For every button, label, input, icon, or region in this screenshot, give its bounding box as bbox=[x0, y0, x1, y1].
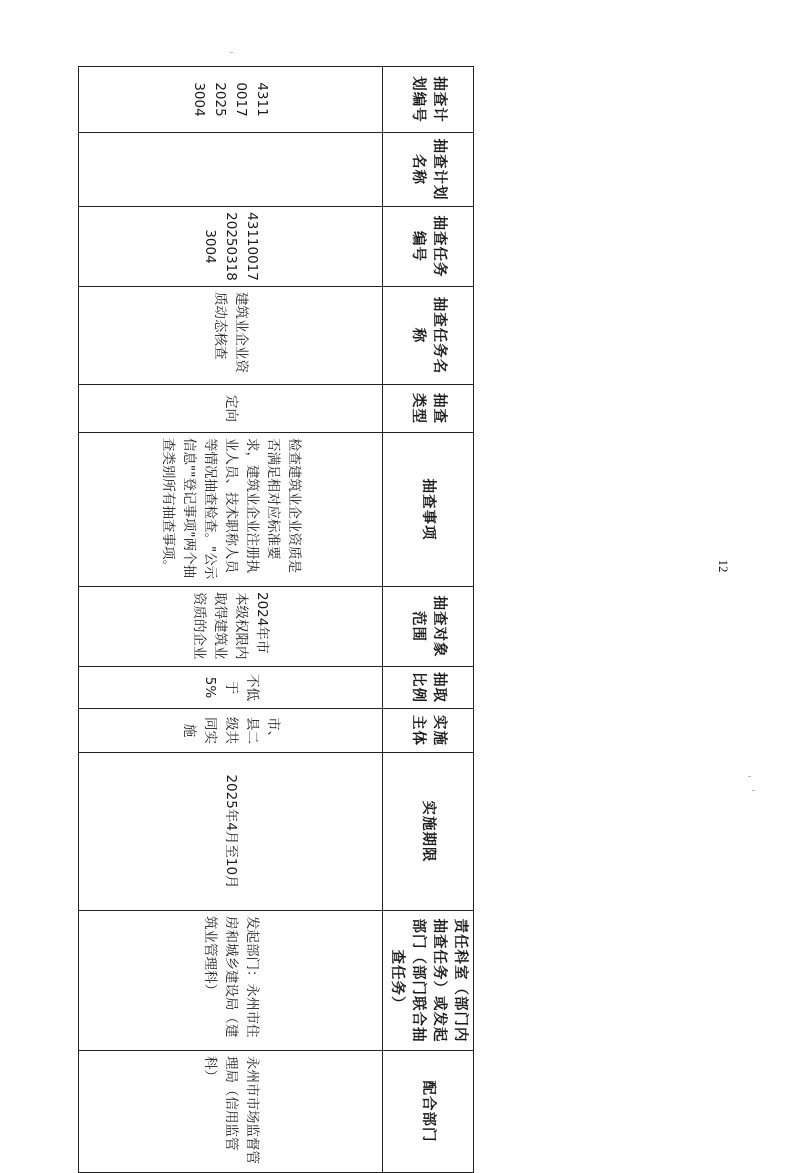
scan-speck bbox=[748, 776, 751, 777]
page-number: 12 bbox=[716, 559, 731, 573]
header-coop: 配合部门 bbox=[383, 1051, 474, 1173]
header-ratio: 抽取比例 bbox=[383, 667, 474, 709]
cell-subject: 市、县二级共同实施 bbox=[79, 709, 383, 753]
cell-ratio: 不低于5% bbox=[79, 667, 383, 709]
cell-task-name: 建筑业企业资质动态核查 bbox=[79, 287, 383, 385]
header-type: 抽查类型 bbox=[383, 385, 474, 433]
cell-items: 检查建筑业企业资质是否满足相对应标准要求，建筑业企业注册执业人员、技术职称人员等情况抽查检查。"公示信息""登记事项"两个抽查类别所有抽查事项。 bbox=[79, 433, 383, 587]
cell-coop: 永州市市场监督管理局（信用监管科） bbox=[79, 1051, 383, 1173]
cell-type: 定向 bbox=[79, 385, 383, 433]
header-dept: 责任科室（部门内抽查任务）或发起部门（部门联合抽查任务） bbox=[383, 911, 474, 1051]
cell-plan-name bbox=[79, 133, 383, 207]
header-task-no: 抽查任务编号 bbox=[383, 207, 474, 287]
scan-speck bbox=[230, 52, 233, 53]
cell-plan-no: 4311 0017 2025 3004 bbox=[79, 67, 383, 133]
cell-dept: 发起部门：永州市住房和城乡建设局（建筑业管理科） bbox=[79, 911, 383, 1051]
inspection-task-table bbox=[78, 66, 474, 1173]
header-row bbox=[383, 67, 474, 1173]
header-scope: 抽查对象范围 bbox=[383, 587, 474, 667]
cell-scope: 2024年市本级权限内取得建筑业资质的企业 bbox=[79, 587, 383, 667]
header-plan-name: 抽查计划名称 bbox=[383, 133, 474, 207]
header-task-name: 抽查任务名称 bbox=[383, 287, 474, 385]
header-period: 实施期限 bbox=[383, 753, 474, 911]
table-row bbox=[79, 67, 383, 1173]
header-subject: 实施主体 bbox=[383, 709, 474, 753]
scan-speck bbox=[752, 790, 755, 791]
cell-period: 2025年4月至10月 bbox=[79, 753, 383, 911]
rotated-table-container bbox=[78, 66, 474, 1164]
cell-task-no: 43110017 20250318 3004 bbox=[79, 207, 383, 287]
header-plan-no: 抽查计划编号 bbox=[383, 67, 474, 133]
header-items: 抽查事项 bbox=[383, 433, 474, 587]
